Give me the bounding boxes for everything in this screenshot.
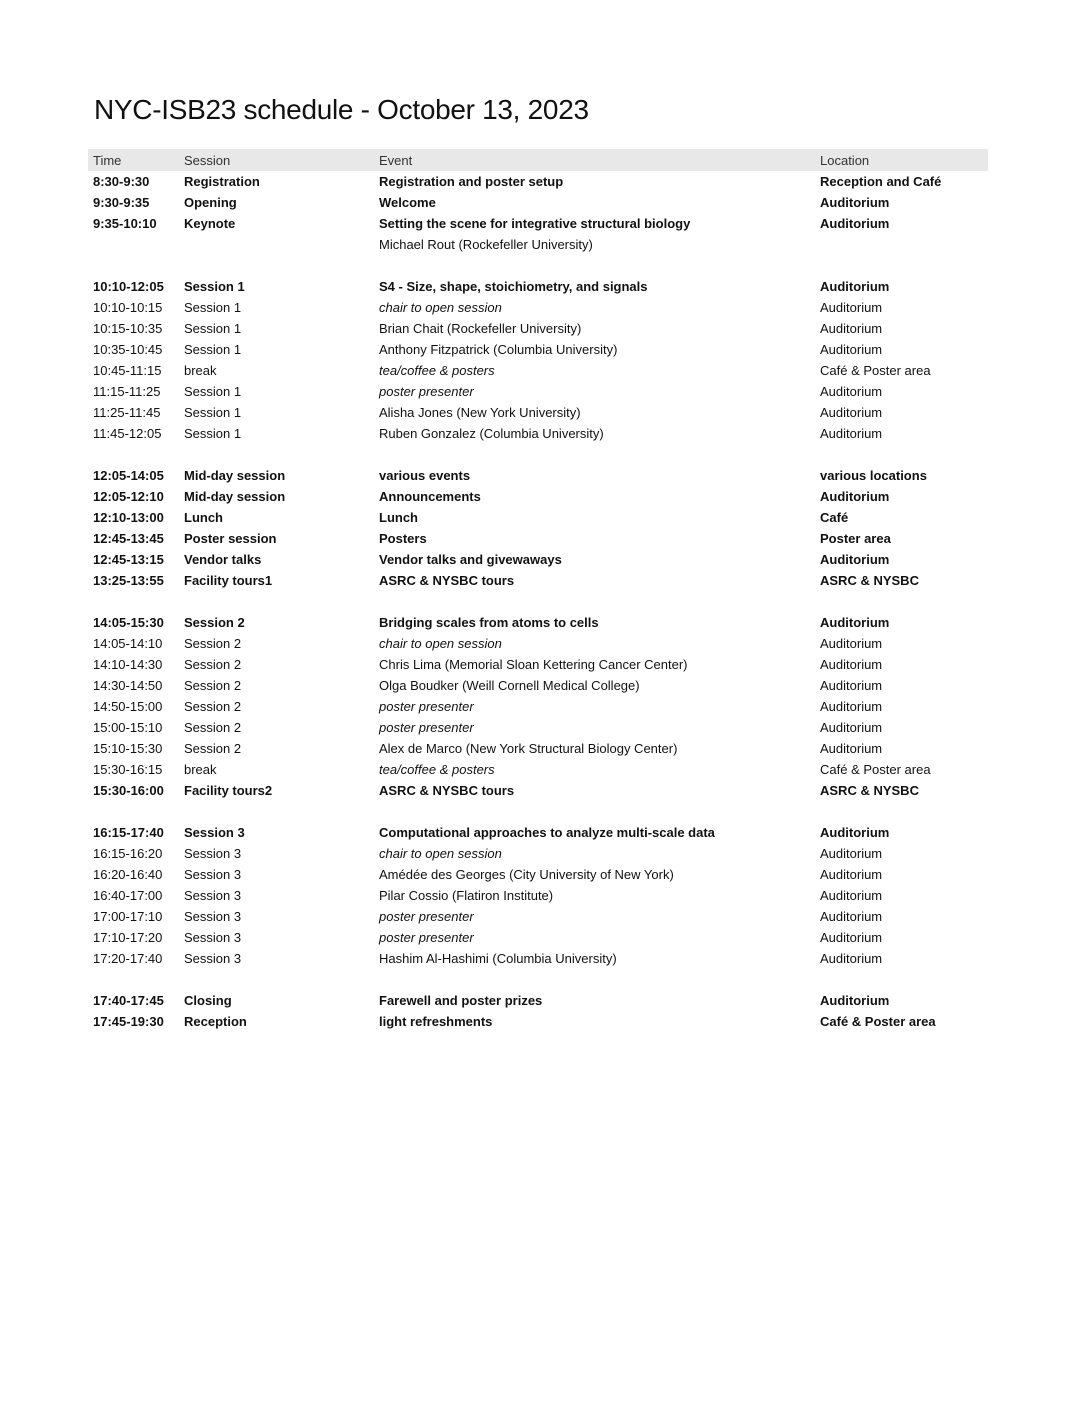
cell-session: Session 1 <box>184 405 242 420</box>
cell-location: various locations <box>820 468 927 483</box>
cell-session: Reception <box>184 1014 247 1029</box>
cell-time: 17:45-19:30 <box>93 1014 164 1029</box>
cell-time: 14:05-14:10 <box>93 636 163 651</box>
cell-event: Pilar Cossio (Flatiron Institute) <box>379 888 554 903</box>
cell-session: Session 3 <box>184 888 242 903</box>
cell-location: Auditorium <box>820 909 883 924</box>
cell-location: Auditorium <box>820 930 883 945</box>
table-row <box>88 339 988 360</box>
cell-event: poster presenter <box>379 909 474 924</box>
cell-session: Poster session <box>184 531 277 546</box>
cell-session: Session 1 <box>184 342 242 357</box>
cell-location: Auditorium <box>820 405 883 420</box>
cell-event: Brian Chait (Rockefeller University) <box>379 321 582 336</box>
cell-time: 9:30-9:35 <box>93 195 150 210</box>
cell-time: 17:00-17:10 <box>93 909 163 924</box>
spacer-row <box>88 969 988 990</box>
table-row <box>88 864 988 885</box>
table-row <box>88 822 988 843</box>
table-row <box>88 423 988 444</box>
cell-time: 17:10-17:20 <box>93 930 163 945</box>
cell-session: Session 2 <box>184 699 242 714</box>
spacer-row <box>88 444 988 465</box>
cell-time: 10:15-10:35 <box>93 321 163 336</box>
table-row <box>88 990 988 1011</box>
cell-session: Session 3 <box>184 930 242 945</box>
cell-location: Auditorium <box>820 888 883 903</box>
cell-time: 14:30-14:50 <box>93 678 163 693</box>
cell-session: Session 1 <box>184 279 245 294</box>
cell-session: Session 2 <box>184 741 242 756</box>
cell-time: 14:50-15:00 <box>93 699 163 714</box>
cell-session: Session 2 <box>184 678 242 693</box>
cell-event: Hashim Al-Hashimi (Columbia University) <box>379 951 617 966</box>
cell-session: Facility tours1 <box>184 573 273 588</box>
cell-event: Setting the scene for integrative structural biology <box>379 216 691 231</box>
cell-time: 15:30-16:15 <box>93 762 163 777</box>
cell-time: 10:10-10:15 <box>93 300 163 315</box>
table-row <box>88 843 988 864</box>
cell-session: Facility tours2 <box>184 783 273 798</box>
schedule-table <box>88 149 988 1032</box>
cell-event: Computational approaches to analyze multi-scale data <box>379 825 715 840</box>
cell-session: Session 1 <box>184 321 242 336</box>
cell-session: Session 1 <box>184 384 242 399</box>
table-row <box>88 570 988 591</box>
cell-time: 16:15-17:40 <box>93 825 164 840</box>
cell-time: 13:25-13:55 <box>93 573 164 588</box>
cell-time: 12:05-12:10 <box>93 489 164 504</box>
cell-session: Session 2 <box>184 720 242 735</box>
table-row <box>88 738 988 759</box>
cell-event: Announcements <box>379 489 481 504</box>
table-row <box>88 927 988 948</box>
cell-time: 16:40-17:00 <box>93 888 163 903</box>
spacer-row <box>88 591 988 612</box>
cell-session: Session 2 <box>184 615 245 630</box>
cell-time: 10:35-10:45 <box>93 342 163 357</box>
cell-location: Auditorium <box>820 846 883 861</box>
cell-location: ASRC & NYSBC <box>820 783 919 798</box>
table-row <box>88 675 988 696</box>
cell-event: various events <box>379 468 471 483</box>
table-row <box>88 780 988 801</box>
cell-location: Café & Poster area <box>820 1014 936 1029</box>
cell-time: 11:25-11:45 <box>93 405 161 420</box>
cell-event: Amédée des Georges (City University of New York) <box>379 867 674 882</box>
spacer-row <box>88 801 988 822</box>
table-row <box>88 360 988 381</box>
cell-event: tea/coffee & posters <box>379 363 495 378</box>
cell-location: Auditorium <box>820 699 883 714</box>
cell-event: S4 - Size, shape, stoichiometry, and signals <box>379 279 648 294</box>
cell-event: Olga Boudker (Weill Cornell Medical College) <box>379 678 640 693</box>
cell-event: poster presenter <box>379 699 474 714</box>
cell-time: 12:05-14:05 <box>93 468 164 483</box>
table-row <box>88 906 988 927</box>
cell-time: 15:10-15:30 <box>93 741 163 756</box>
cell-time: 10:10-12:05 <box>93 279 164 294</box>
cell-session: Keynote <box>184 216 236 231</box>
cell-time: 11:15-11:25 <box>93 384 161 399</box>
cell-session: Session 3 <box>184 909 242 924</box>
cell-event: poster presenter <box>379 720 474 735</box>
cell-location: Auditorium <box>820 300 883 315</box>
header-session: Session <box>184 152 231 168</box>
cell-event: Michael Rout (Rockefeller University) <box>379 237 593 252</box>
table-row <box>88 696 988 717</box>
cell-time: 17:40-17:45 <box>93 993 164 1008</box>
cell-session: Mid-day session <box>184 468 286 483</box>
table-row <box>88 612 988 633</box>
cell-session: break <box>184 363 217 378</box>
cell-time: 10:45-11:15 <box>93 363 162 378</box>
cell-event: Bridging scales from atoms to cells <box>379 615 599 630</box>
cell-location: Auditorium <box>820 678 883 693</box>
table-header <box>88 149 988 171</box>
cell-event: Farewell and poster prizes <box>379 993 543 1008</box>
cell-location: ASRC & NYSBC <box>820 573 919 588</box>
cell-event: Lunch <box>379 510 418 525</box>
cell-event: Welcome <box>379 195 436 210</box>
table-row <box>88 297 988 318</box>
cell-event: chair to open session <box>379 846 502 861</box>
cell-location: Café & Poster area <box>820 363 931 378</box>
cell-session: Lunch <box>184 510 223 525</box>
table-row <box>88 654 988 675</box>
cell-time: 11:45-12:05 <box>93 426 162 441</box>
table-row <box>88 318 988 339</box>
table-row <box>88 948 988 969</box>
cell-session: Session 3 <box>184 867 242 882</box>
cell-time: 14:05-15:30 <box>93 615 164 630</box>
header-location: Location <box>820 152 870 168</box>
table-row <box>88 192 988 213</box>
cell-event: Ruben Gonzalez (Columbia University) <box>379 426 604 441</box>
cell-time: 16:15-16:20 <box>93 846 163 861</box>
cell-event: Posters <box>379 531 427 546</box>
cell-event: tea/coffee & posters <box>379 762 495 777</box>
cell-event: Alex de Marco (New York Structural Biology Center) <box>379 741 678 756</box>
cell-event: poster presenter <box>379 930 474 945</box>
cell-location: Auditorium <box>820 426 883 441</box>
cell-time: 15:30-16:00 <box>93 783 164 798</box>
cell-location: Auditorium <box>820 720 883 735</box>
header-time: Time <box>93 152 122 168</box>
table-row <box>88 507 988 528</box>
cell-location: Auditorium <box>820 552 890 567</box>
cell-location: Auditorium <box>820 195 890 210</box>
table-row <box>88 717 988 738</box>
cell-session: break <box>184 762 217 777</box>
cell-event: Chris Lima (Memorial Sloan Kettering Cancer Center) <box>379 657 688 672</box>
cell-time: 17:20-17:40 <box>93 951 163 966</box>
cell-location: Café & Poster area <box>820 762 931 777</box>
header-event: Event <box>379 152 413 168</box>
cell-session: Session 1 <box>184 426 242 441</box>
cell-event: Anthony Fitzpatrick (Columbia University) <box>379 342 618 357</box>
cell-location: Café <box>820 510 849 525</box>
cell-time: 15:00-15:10 <box>93 720 163 735</box>
table-row <box>88 234 988 255</box>
cell-location: Auditorium <box>820 489 890 504</box>
cell-location: Auditorium <box>820 216 890 231</box>
cell-session: Session 2 <box>184 636 242 651</box>
cell-time: 14:10-14:30 <box>93 657 163 672</box>
cell-event: poster presenter <box>379 384 474 399</box>
cell-location: Auditorium <box>820 867 883 882</box>
cell-location: Auditorium <box>820 615 890 630</box>
cell-session: Closing <box>184 993 232 1008</box>
table-row <box>88 276 988 297</box>
cell-session: Vendor talks <box>184 552 262 567</box>
cell-time: 16:20-16:40 <box>93 867 163 882</box>
cell-location: Auditorium <box>820 993 890 1008</box>
cell-session: Session 1 <box>184 300 242 315</box>
table-row <box>88 1011 988 1032</box>
cell-location: Poster area <box>820 531 891 546</box>
table-row <box>88 885 988 906</box>
page-title: NYC-ISB23 schedule - October 13, 2023 <box>94 94 589 125</box>
cell-event: Registration and poster setup <box>379 174 564 189</box>
cell-event: ASRC & NYSBC tours <box>379 783 515 798</box>
cell-location: Auditorium <box>820 636 883 651</box>
table-row <box>88 402 988 423</box>
table-body <box>88 171 988 1032</box>
cell-location: Auditorium <box>820 657 883 672</box>
cell-location: Auditorium <box>820 342 883 357</box>
table-row <box>88 759 988 780</box>
cell-location: Auditorium <box>820 951 883 966</box>
cell-event: chair to open session <box>379 636 502 651</box>
cell-location: Auditorium <box>820 279 890 294</box>
cell-time: 12:45-13:45 <box>93 531 164 546</box>
table-row <box>88 528 988 549</box>
cell-event: ASRC & NYSBC tours <box>379 573 515 588</box>
cell-session: Session 3 <box>184 846 242 861</box>
cell-event: light refreshments <box>379 1014 493 1029</box>
spacer-row <box>88 255 988 276</box>
cell-time: 9:35-10:10 <box>93 216 157 231</box>
table-row <box>88 465 988 486</box>
table-row <box>88 633 988 654</box>
cell-location: Auditorium <box>820 741 883 756</box>
cell-location: Auditorium <box>820 384 883 399</box>
table-row <box>88 549 988 570</box>
cell-session: Session 3 <box>184 825 245 840</box>
table-row <box>88 381 988 402</box>
cell-event: chair to open session <box>379 300 502 315</box>
cell-time: 8:30-9:30 <box>93 174 150 189</box>
cell-event: Vendor talks and givewaways <box>379 552 562 567</box>
cell-session: Session 2 <box>184 657 242 672</box>
cell-event: Alisha Jones (New York University) <box>379 405 581 420</box>
cell-session: Session 3 <box>184 951 242 966</box>
table-row <box>88 213 988 234</box>
table-row <box>88 171 988 192</box>
cell-session: Registration <box>184 174 260 189</box>
cell-location: Auditorium <box>820 321 883 336</box>
cell-session: Mid-day session <box>184 489 286 504</box>
table-row <box>88 486 988 507</box>
cell-time: 12:10-13:00 <box>93 510 164 525</box>
cell-time: 12:45-13:15 <box>93 552 164 567</box>
cell-location: Auditorium <box>820 825 890 840</box>
cell-location: Reception and Café <box>820 174 942 189</box>
cell-session: Opening <box>184 195 237 210</box>
